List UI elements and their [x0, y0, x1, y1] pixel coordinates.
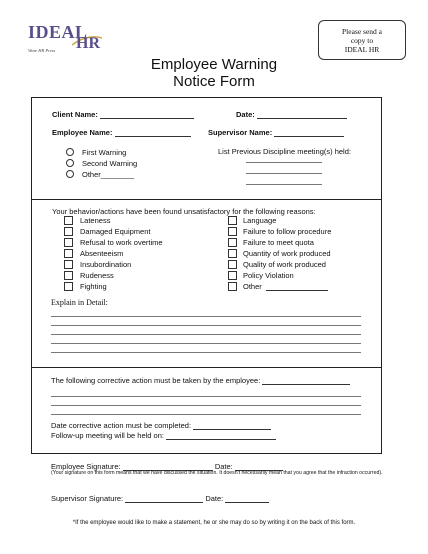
absenteeism-checkbox[interactable]: [64, 249, 73, 258]
insubordination-checkbox[interactable]: [64, 260, 73, 269]
first-warning-radio[interactable]: [66, 148, 74, 156]
corrective-action-field[interactable]: [51, 376, 350, 385]
explain-line-2[interactable]: [51, 325, 361, 326]
followup-label: Follow-up meeting will be held on:: [51, 431, 164, 440]
employee-signature-label: Employee Signature:: [51, 462, 121, 471]
failure-procedure-checkbox[interactable]: [228, 227, 237, 236]
form-title-line-1: Employee Warning: [150, 56, 278, 73]
supervisor-date-line[interactable]: [225, 494, 269, 503]
reason-quantity-work: Quantity of work produced: [243, 249, 331, 258]
discipline-line-2[interactable]: [246, 173, 322, 174]
corrective-action-line[interactable]: [262, 376, 350, 385]
reason-insubordination: Insubordination: [80, 260, 132, 269]
reasons-intro: Your behavior/actions have been found unsatisfactory for the following reasons:: [52, 207, 316, 216]
other-warning-label: Other________: [82, 170, 135, 179]
logo-hr-text: HR: [76, 35, 100, 52]
reason-lateness: Lateness: [80, 216, 111, 225]
form-title-line-2: Notice Form: [173, 73, 255, 90]
discipline-line-3[interactable]: [246, 184, 322, 185]
reason-other: Other: [243, 282, 262, 291]
explain-line-5[interactable]: [51, 352, 361, 353]
other-reason-line[interactable]: [266, 290, 328, 291]
explain-detail-label: Explain in Detail:: [51, 298, 108, 307]
quality-work-checkbox[interactable]: [228, 260, 237, 269]
reason-rudeness: Rudeness: [80, 271, 114, 280]
supervisor-name-field[interactable]: [208, 128, 344, 137]
date-line[interactable]: [257, 110, 347, 119]
supervisor-date-label: Date:: [205, 494, 224, 503]
client-name-field[interactable]: [52, 110, 194, 119]
explain-line-4[interactable]: [51, 343, 361, 344]
quantity-work-checkbox[interactable]: [228, 249, 237, 258]
reason-absenteeism: Absenteeism: [80, 249, 124, 258]
logo-brand-text: IDEAL: [28, 22, 88, 42]
fighting-checkbox[interactable]: [64, 282, 73, 291]
other-reason-checkbox[interactable]: [228, 282, 237, 291]
explain-line-3[interactable]: [51, 334, 361, 335]
discipline-line-1[interactable]: [246, 162, 322, 163]
note-line-1: Please send a: [342, 26, 382, 36]
reason-quality-work: Quality of work produced: [243, 260, 326, 269]
supervisor-name-label: Supervisor Name:: [208, 128, 273, 137]
language-checkbox[interactable]: [228, 216, 237, 225]
first-warning-label: First Warning: [82, 148, 127, 157]
reason-failure-quota: Failure to meet quota: [243, 238, 314, 247]
followup-field[interactable]: [51, 431, 276, 440]
footer-statement-note: *If the employee would like to make a statement, he or she may do so by writing it on the back of this form.: [72, 520, 356, 526]
reason-policy-violation: Policy Violation: [243, 271, 294, 280]
date-label: Date:: [236, 110, 255, 119]
corrective-line-1[interactable]: [51, 396, 361, 397]
note-line-2: copy to: [350, 35, 374, 45]
reason-language: Language: [243, 216, 277, 225]
note-line-3: IDEAL HR: [344, 44, 380, 54]
supervisor-signature-line[interactable]: [125, 494, 203, 503]
employee-name-label: Employee Name:: [52, 128, 113, 137]
reason-fighting: Fighting: [80, 282, 107, 291]
section-divider-2: [31, 367, 382, 368]
previous-discipline-label: List Previous Discipline meeting(s) held:: [218, 147, 351, 156]
completion-date-field[interactable]: [51, 421, 271, 430]
policy-violation-checkbox[interactable]: [228, 271, 237, 280]
signature-note: (Your signature on this form means that we have discussed the situation. It doesn't necessarily mean that you agree that the infraction occurred).: [51, 470, 383, 476]
second-warning-label: Second Warning: [82, 159, 138, 168]
failure-quota-checkbox[interactable]: [228, 238, 237, 247]
rudeness-checkbox[interactable]: [64, 271, 73, 280]
employee-name-field[interactable]: [52, 128, 191, 137]
completion-date-label: Date corrective action must be completed:: [51, 421, 192, 430]
reason-failure-procedure: Failure to follow procedure: [243, 227, 332, 236]
logo-tagline: Ware HR Press: [28, 48, 56, 53]
date-field[interactable]: [236, 110, 347, 119]
corrective-line-3[interactable]: [51, 414, 361, 415]
supervisor-signature-field[interactable]: [51, 494, 269, 503]
supervisor-name-line[interactable]: [274, 128, 344, 137]
employee-name-line[interactable]: [115, 128, 191, 137]
completion-date-line[interactable]: [193, 421, 271, 430]
client-name-label: Client Name:: [52, 110, 98, 119]
employee-date-label: Date:: [214, 462, 233, 471]
section-divider-1: [31, 199, 382, 200]
explain-line-1[interactable]: [51, 316, 361, 317]
second-warning-radio[interactable]: [66, 159, 74, 167]
lateness-checkbox[interactable]: [64, 216, 73, 225]
damaged-equipment-checkbox[interactable]: [64, 227, 73, 236]
other-warning-radio[interactable]: [66, 170, 74, 178]
corrective-action-label: The following corrective action must be taken by the employee:: [51, 376, 261, 385]
refusal-overtime-checkbox[interactable]: [64, 238, 73, 247]
corrective-line-2[interactable]: [51, 405, 361, 406]
ideal-hr-logo: [28, 22, 110, 52]
send-copy-note: [318, 20, 406, 60]
client-name-line[interactable]: [100, 110, 194, 119]
followup-line[interactable]: [166, 431, 276, 440]
supervisor-signature-label: Supervisor Signature:: [51, 494, 124, 503]
reason-refusal-overtime: Refusal to work overtime: [80, 238, 163, 247]
reason-damaged-equipment: Damaged Equipment: [80, 227, 151, 236]
